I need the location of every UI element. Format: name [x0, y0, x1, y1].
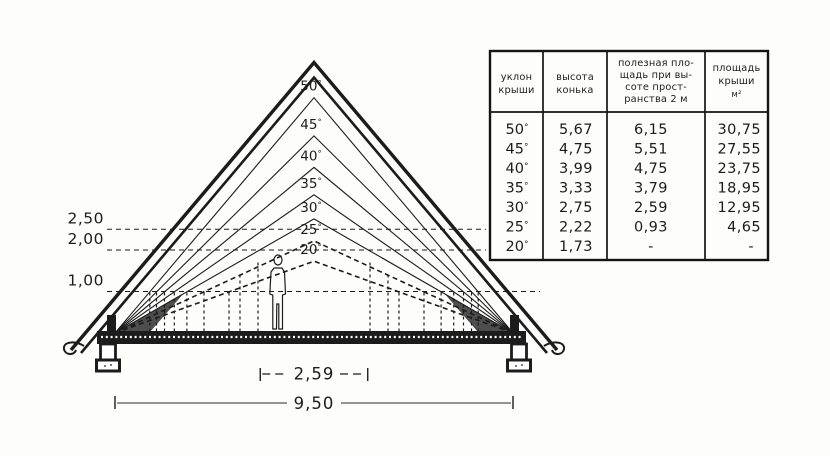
footing-dot: [515, 365, 517, 367]
slope-label-20: 20°: [300, 242, 322, 259]
left-wall-post: [101, 344, 116, 361]
table-header-line: полезная пло-: [617, 58, 695, 69]
slope-labels: [300, 79, 321, 259]
cell-ridge-height: 4,75: [559, 141, 593, 158]
cell-roof-area: 30,75: [717, 122, 761, 138]
table-header-line: площадь: [712, 63, 761, 74]
cell-ridge-height: 3,99: [559, 161, 593, 177]
table-header-line: уклон: [500, 72, 533, 83]
cell-usable-area: 2,59: [634, 200, 668, 216]
slope-label-50: 50°: [300, 78, 322, 95]
right-wall: [508, 344, 531, 371]
right-footing: [508, 360, 531, 371]
cell-slope: 20°: [505, 239, 529, 255]
table-header-line: соте прост-: [625, 82, 687, 93]
footing-dot: [521, 364, 523, 366]
rafter-line-20: [115, 261, 513, 333]
eave-shading: [117, 293, 511, 332]
table-header-line: крыши: [718, 76, 755, 87]
right-wall-plate: [510, 315, 519, 331]
table-header-line: крыши: [498, 85, 535, 96]
person-head: [274, 255, 282, 265]
slope-label-25: 25°: [300, 221, 322, 238]
total-width-dimension-label: 9,50: [293, 394, 335, 413]
table-header-line: ранства 2 м: [624, 94, 688, 105]
cell-usable-area: -: [648, 239, 654, 255]
cell-ridge-height: 5,67: [559, 122, 593, 138]
cell-usable-area: 5,51: [634, 141, 668, 158]
right-wall-post: [512, 344, 527, 361]
cell-roof-area: -: [748, 239, 754, 255]
left-wall-plate: [107, 315, 116, 331]
cell-slope: 40°: [505, 161, 529, 177]
slope-label-45: 45°: [300, 116, 322, 133]
floor-beam: [97, 315, 526, 344]
cell-slope: 45°: [505, 141, 529, 158]
table-header-line: щадь при вы-: [619, 70, 693, 81]
footing-dot: [104, 365, 106, 367]
cell-ridge-height: 2,75: [559, 200, 593, 216]
height-guide-label: 2,00: [67, 230, 104, 248]
slope-label-35: 35°: [300, 175, 322, 192]
table-header-line: конька: [556, 85, 594, 96]
cell-roof-area: 12,95: [717, 200, 761, 216]
cell-roof-area: 18,95: [717, 180, 761, 197]
cell-slope: 50°: [505, 122, 529, 138]
eave-measuring-lines: [150, 262, 478, 332]
cell-roof-area: 23,75: [717, 161, 761, 177]
person-body: [270, 268, 286, 329]
slope-label-30: 30°: [300, 199, 322, 216]
left-footing: [97, 360, 120, 371]
cell-usable-area: 0,93: [634, 219, 668, 236]
cell-ridge-height: 2,22: [559, 219, 593, 236]
cell-roof-area: 4,65: [727, 219, 761, 236]
footing-dot: [110, 364, 112, 366]
cell-slope: 35°: [505, 180, 529, 197]
height-guide-label: 1,00: [67, 271, 104, 290]
cell-ridge-height: 3,33: [559, 180, 593, 197]
cell-ridge-height: 1,73: [559, 239, 593, 255]
left-wall: [97, 344, 120, 371]
cell-slope: 30°: [505, 200, 529, 216]
cell-roof-area: 27,55: [717, 141, 761, 158]
slope-label-40: 40°: [300, 148, 322, 165]
inner-width-dimension-label: 2,59: [293, 364, 335, 384]
cell-usable-area: 4,75: [634, 161, 668, 177]
cell-slope: 25°: [505, 219, 529, 236]
table-header-line: м²: [731, 90, 742, 100]
height-guide-label: 2,50: [67, 209, 104, 228]
cell-usable-area: 3,79: [634, 180, 668, 197]
table-header-line: высота: [556, 72, 594, 83]
data-table: [490, 51, 768, 260]
cell-usable-area: 6,15: [634, 122, 668, 138]
